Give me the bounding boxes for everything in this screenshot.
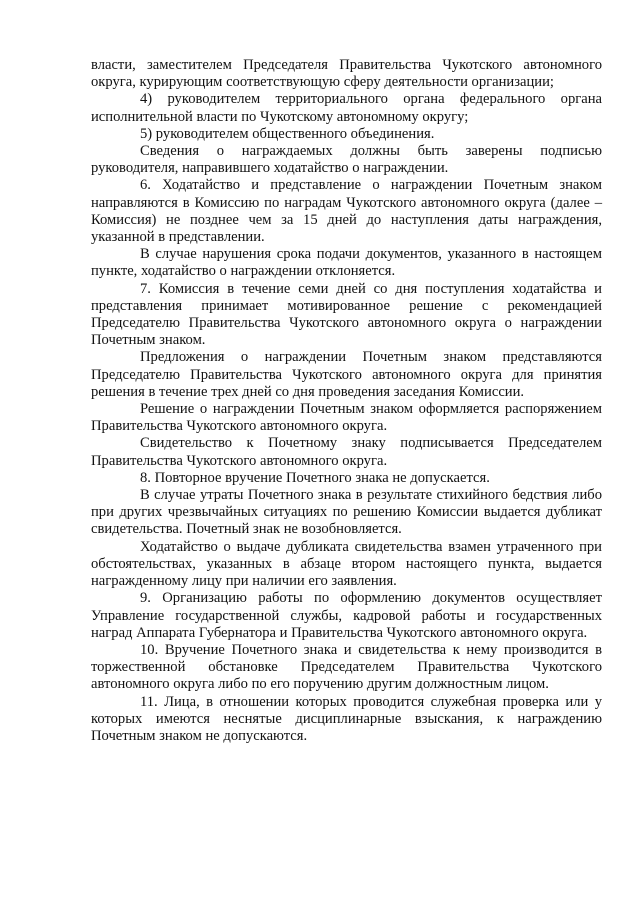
paragraph: 4) руководителем территориального органа федерального органа исполнительной власти по Чукотскому автономному округу; [91, 91, 602, 125]
paragraph: Решение о награждении Почетным знаком оформляется распоряжением Правительства Чукотского автономного округа. [91, 401, 602, 435]
paragraph: 5) руководителем общественного объединения. [140, 125, 435, 142]
paragraph: Сведения о награждаемых должны быть заверены подписью руководителя, направившего ходатайство о награждении. [91, 143, 602, 177]
document-body [91, 57, 602, 745]
paragraph: Предложения о награждении Почетным знаком представляются Председателю Правительства Чукотского автономного округа для принятия решения в течение трех дней со дня проведения заседания Комиссии. [91, 349, 602, 400]
paragraph: 11. Лица, в отношении которых проводится служебная проверка или у которых имеются неснятые дисциплинарные взыскания, к награждению Почетным знаком не допускаются. [91, 693, 602, 744]
paragraph: Ходатайство о выдаче дубликата свидетельства взамен утраченного при обстоятельствах, указанных в абзаце втором настоящего пункта, выдается награжденному лицу при наличии его заявления. [91, 538, 602, 590]
paragraph: В случае нарушения срока подачи документов, указанного в настоящем пункте, ходатайство о награждении отклоняется. [91, 246, 602, 280]
paragraph: 6. Ходатайство и представление о награждении Почетным знаком направляются в Комиссию по наградам Чукотского автономного округа (далее – Комиссия) не позднее чем за 15 дней до наступления даты награждения, указанной в представлении. [91, 177, 602, 246]
paragraph: власти, заместителем Председателя Правительства Чукотского автономного округа, курирующим соответствующую сферу деятельности организации; [91, 57, 602, 91]
paragraph: 8. Повторное вручение Почетного знака не допускается. [140, 469, 490, 486]
paragraph: Свидетельство к Почетному знаку подписывается Председателем Правительства Чукотского автономного округа. [91, 435, 602, 469]
paragraph: 7. Комиссия в течение семи дней со дня поступления ходатайства и представления принимает мотивированное решение с рекомендацией Председателю Правительства Чукотского автономного округа о награждении Почетным знаком. [91, 280, 602, 349]
paragraph: В случае утраты Почетного знака в результате стихийного бедствия либо при других чрезвычайных ситуациях по решению Комиссии выдается дубликат свидетельства. Почетный знак не возобновляется. [91, 487, 602, 538]
paragraph: 10. Вручение Почетного знака и свидетельства к нему производится в торжественной обстановке Председателем Правительства Чукотского автономного округа либо по его поручению другим должностным лицом. [91, 641, 602, 693]
paragraph: 9. Организацию работы по оформлению документов осуществляет Управление государственной службы, кадровой работы и государственных наград Аппарата Губернатора и Правительства Чукотского автономного округа. [91, 590, 602, 641]
